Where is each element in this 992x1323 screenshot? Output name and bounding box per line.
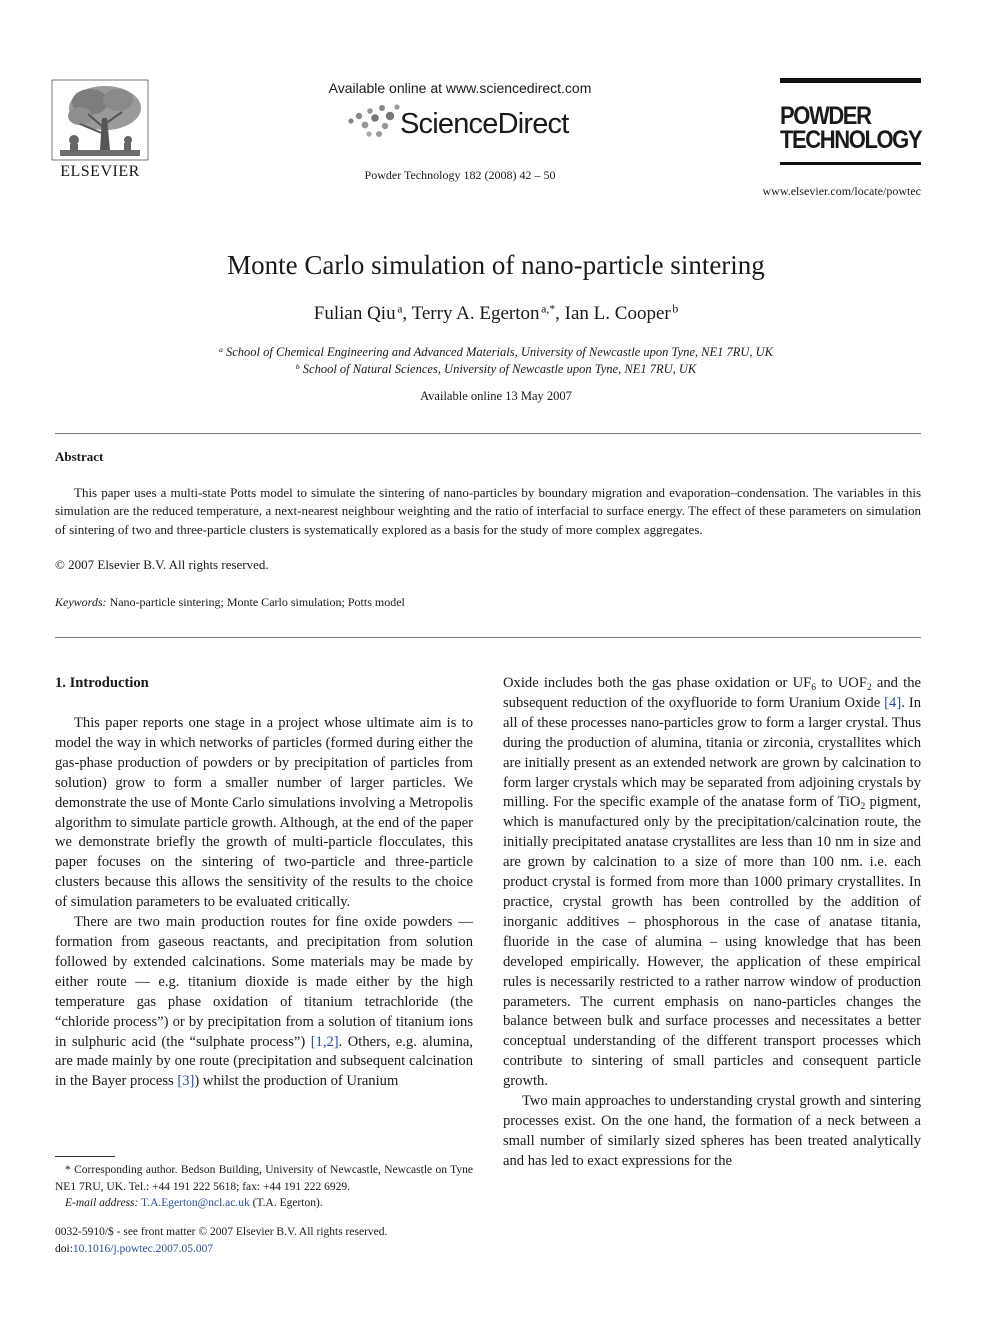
divider — [55, 433, 921, 434]
keywords-list: Nano-particle sintering; Monte Carlo simulation; Potts model — [109, 595, 405, 609]
doi-link[interactable]: 10.1016/j.powtec.2007.05.007 — [72, 1242, 214, 1255]
sciencedirect-logo-text: ScienceDirect — [400, 108, 569, 140]
citation-link[interactable]: [1,2] — [310, 1033, 339, 1050]
paragraph: Oxide includes both the gas phase oxidation or $UF_6$ to $UOF_2$ and the subsequent reduction of the oxyfluoride to form Uranium Oxide [4]. In all of these processes nano-particles grow to form a larger crystal. Thus during the production of alumina, titania or zirconia, crystallites which are initially present as an extended network are grown by calcination to form larger crystals which may be separated from adjoining crystals by milling. For the specific example of the anatase form of TiO$_2$ pigment, which is manufactured only by the precipitation/calcination route, the initially precipitated anatase crystallites are less than 10 nm in size and are grown by calcination to a size of more than 100 nm. i.e. each product crystal is formed from more than 1000 primary crystallites. In practice, crystal growth has been controlled by the addition of inorganic additives – phosphorous in the case of anatase titania, fluoride in the case of alumina – using knowledge that has been developed empirically. However, the application of these empirical rules is necessarily restricted to a rather narrow window of production parameters. The current emphasis on nano-particles changes the balance between bulk and surface processes and necessitates a better conceptual understanding of the different transport processes which contribute to sintering of small particles and consequent particle growth. — [503, 675, 921, 1090]
abstract-heading: Abstract — [55, 449, 104, 464]
paragraph: This paper reports one stage in a project whose ultimate aim is to model the way in which networks of particles (formed during either the gas-phase production of powders or by precipitation of particles from solution) grow to form a smaller number of larger particles. We demonstrate the use of Monte Carlo simulations involving a Metropolis algorithm to simulate particle growth. Although, at the end of the paper we demonstrate briefly the growth of multi-particle flocculates, this paper focuses on the sintering of two-particle and three-particle clusters because this allows the sensitivity of the results to the choice of simulation parameters to be evaluated critically. — [55, 715, 473, 911]
doi-label: doi: — [55, 1242, 73, 1255]
author-affiliation-mark: a — [397, 302, 403, 316]
journal-logo-rule-top — [780, 78, 921, 83]
left-column — [55, 714, 473, 1092]
affiliation-mark: b — [295, 361, 300, 371]
affiliation-text: School of Natural Sciences, University of Newcastle upon Tyne, NE1 7RU, UK — [302, 362, 697, 376]
author-list: Fulian Qiu $^a$, Terry A. Egerton $^{a,*}$, Ian L. Cooper $^b$ — [313, 302, 679, 324]
available-online-date: Available online 13 May 2007 — [420, 389, 572, 403]
affiliation — [0, 362, 992, 377]
front-matter — [55, 1224, 473, 1257]
author-affiliation-mark: a,* — [541, 302, 556, 316]
paragraph: Two main approaches to understanding crystal growth and sintering processes exist. On the one hand, the formation of a neck between a small number of similarly sized spheres has been treated analytically and has led to exact expressions for the — [503, 1093, 921, 1169]
affiliation-text: School of Chemical Engineering and Advanced Materials, University of Newcastle upon Tyne, NE1 7RU, UK — [225, 345, 774, 359]
author-affiliation-mark: b — [672, 302, 679, 316]
email-link[interactable]: T.A.Egerton@ncl.ac.uk — [141, 1197, 250, 1209]
author-name[interactable]: Ian L. Cooper — [564, 303, 671, 324]
corresponding-author-footnote: * Corresponding author. Bedson Building, University of Newcastle, Newcastle on Tyne NE1 7RU, UK. Tel.: +44 191 222 5618; fax: +44 191 222 6929. E-mail address: T.A.Egerton@ncl.ac.uk (T.A. Egerton). — [55, 1164, 473, 1209]
section-heading: 1. Introduction — [55, 675, 149, 691]
citation-link[interactable]: [4] — [884, 694, 902, 711]
citation-link[interactable]: [3] — [177, 1073, 195, 1090]
footnote-rule — [55, 1156, 115, 1157]
journal-logo[interactable] — [780, 102, 922, 154]
journal-logo-line2: TECHNOLOGY — [780, 126, 922, 154]
footnote-text: Corresponding author. Bedson Building, University of Newcastle, Newcastle on Tyne NE1 7RU, UK. Tel.: +44 191 222 5618; fax: +44 191 222 6929. — [55, 1164, 473, 1193]
available-online-banner[interactable]: Available online at www.sciencedirect.com — [328, 80, 592, 96]
publisher-name: ELSEVIER — [60, 163, 140, 180]
divider — [55, 637, 921, 638]
affiliation — [0, 345, 992, 360]
abstract-copyright: © 2007 Elsevier B.V. All rights reserved. — [55, 557, 269, 572]
paper-title: Monte Carlo simulation of nano-particle sintering — [227, 250, 765, 280]
author-name[interactable]: Terry A. Egerton — [411, 303, 540, 324]
footnote-mark: * — [65, 1164, 71, 1176]
journal-logo-line1: POWDER — [780, 102, 871, 130]
abstract-text: This paper uses a multi-state Potts model to simulate the sintering of nano-particles by boundary migration and evaporation–condensation. The variables in this simulation are the reduced temperature, a next-nearest neighbour weighting and the ratio of interfacial to surface energy. The effect of these parameters on simulation of sintering of two and three-particle clusters is systematically explored as a basis for the study of more complex aggregates. — [55, 485, 921, 537]
keywords — [55, 595, 405, 610]
issn-line: 0032-5910/$ - see front matter © 2007 Elsevier B.V. All rights reserved. — [55, 1226, 388, 1238]
author-name[interactable]: Fulian Qiu — [313, 303, 396, 324]
right-column — [503, 674, 921, 1172]
email-label: E-mail address: — [65, 1197, 139, 1209]
journal-url-link[interactable]: www.elsevier.com/locate/powtec — [762, 184, 921, 198]
affiliation-mark: a — [218, 344, 223, 354]
journal-reference: Powder Technology 182 (2008) 42 – 50 — [364, 168, 556, 182]
keywords-label: Keywords: — [55, 595, 107, 609]
paragraph: There are two main production routes for fine oxide powders — formation from gaseous reactants, and precipitation from solution followed by extended calcinations. Some materials may be made by either route — e.g. titanium dioxide is made either by the high temperature gas phase oxidation of titanium tetrachloride (the “chloride process”) or by precipitation from a solution of titanium ions in sulphuric acid (the “sulphate process”) [1,2]. Others, e.g. alumina, are made mainly by one route (precipitation and subsequent calcination in the Bayer process [3]) whilst the production of Uranium — [55, 914, 473, 1090]
journal-logo-rule-bottom — [780, 162, 921, 165]
